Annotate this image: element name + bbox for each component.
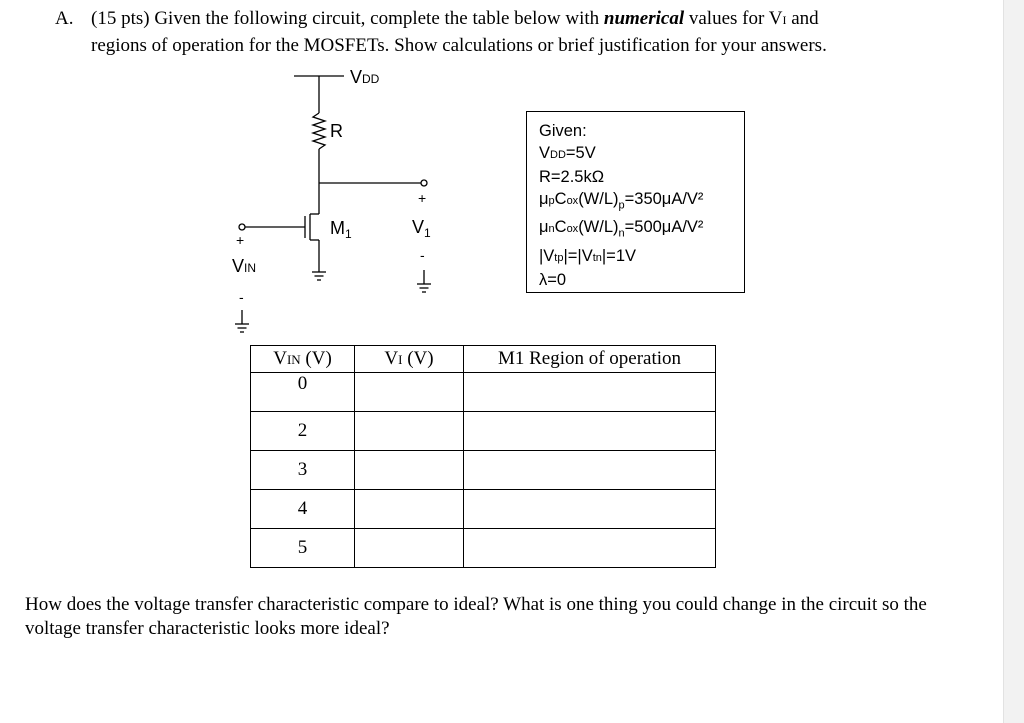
input-terminal [239,224,245,230]
given-lambda: λ=0 [539,270,567,289]
question-vi-subscript: I [782,13,787,27]
question-intro: (15 pts) Given the following circuit, complete the table below with [91,8,600,29]
cell-vi[interactable] [355,451,464,490]
cell-region[interactable] [464,529,716,568]
header-region: M1 Region of operation [464,346,716,373]
followup-question: How does the voltage transfer characteristic compare to ideal? What is one thing you could change in the circuit so the voltage transfer characteristic looks more ideal? [25,594,927,639]
given-box [526,111,745,293]
given-title: Given: [539,122,587,140]
cell-vi[interactable] [355,529,464,568]
table-row [251,373,716,412]
cell-vi[interactable] [355,412,464,451]
question-and: and [791,8,819,29]
circuit-diagram [0,0,520,340]
resistor-label: R [330,121,343,141]
table-row [251,451,716,490]
output-terminal [421,180,427,186]
v1-label: $V_1$ [412,217,431,240]
header-vin: VIN (V) [251,346,355,373]
header-vi: VI (V) [355,346,464,373]
vin-minus: - [239,289,244,305]
given-kp: $\mu pCox(W/L)_p=350\mu A/V^2$ [539,190,704,212]
v1-minus: - [420,247,425,263]
cell-region[interactable] [464,451,716,490]
question-values-for: values for V [688,8,783,29]
scrollbar-track[interactable] [1003,0,1024,723]
cell-vin: 3 [251,451,355,490]
cell-region[interactable] [464,373,716,412]
cell-region[interactable] [464,490,716,529]
given-r: R=2.5kΩ [539,168,605,186]
cell-vin: 2 [251,412,355,451]
cell-vi[interactable] [355,373,464,412]
resistor-symbol [313,113,325,149]
given-vt: |Vtp|=|Vtn|=1V [539,246,636,265]
answer-table [250,345,716,568]
table-row [251,490,716,529]
v1-plus: + [418,190,427,206]
cell-vin: 0 [251,373,355,412]
given-kn: $\mu nCox(W/L)_n=500\mu A/V^2$ [539,218,704,240]
cell-region[interactable] [464,412,716,451]
vin-label: VIN [232,256,257,276]
cell-vin: 4 [251,490,355,529]
table-row [251,529,716,568]
question-line2: regions of operation for the MOSFETs. Show calculations or brief justification for your answers. [91,35,827,56]
vin-plus: + [236,232,245,248]
cell-vi[interactable] [355,490,464,529]
mosfet-label: $M_1$ [330,218,352,241]
question-label: A. [55,8,74,29]
emphasis-numerical: numerical [603,8,685,29]
cell-vin: 5 [251,529,355,568]
table-row [251,412,716,451]
table-header-row [251,346,716,373]
vdd-label: VDD [350,67,380,87]
given-vdd: VDD=5V [539,144,596,162]
